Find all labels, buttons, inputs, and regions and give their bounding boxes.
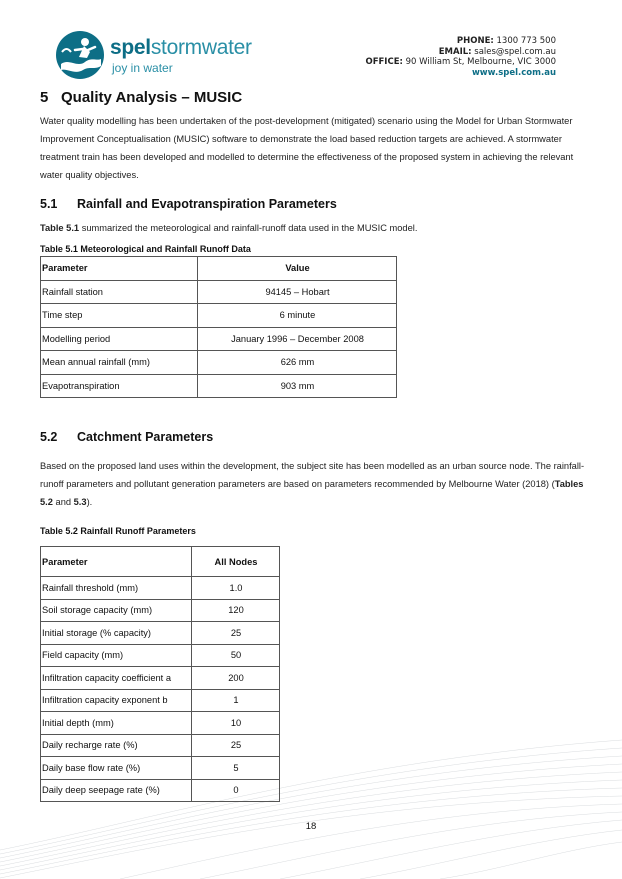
section-5-2-paragraph: Based on the proposed land uses within the development, the subject site has been modelled as an urban source node. The rainfall-runoff parameters and pollutant generation parameters are based on parameters recommended by Melbourne Water (2018) (Tables 5.2 and 5.3). [40,461,585,507]
table-5-1 [40,256,397,398]
table-cell: 626 mm [198,351,397,375]
table-header-cell: Parameter [41,257,198,281]
table-header-row [41,547,280,577]
table-cell: Field capacity (mm) [41,644,192,667]
table-cell: Modelling period [41,327,198,351]
table-5-2 [40,546,280,802]
table-header-cell: All Nodes [192,547,280,577]
office-address: 90 William St, Melbourne, VIC 3000 [405,57,556,67]
table-row [41,280,397,304]
website-link[interactable]: www.spel.com.au [471,67,556,78]
table-cell: 6 minute [198,304,397,328]
table-cell: 94145 – Hobart [198,280,397,304]
table-cell: Rainfall station [41,280,198,304]
table-cell: Infiltration capacity exponent b [41,689,192,712]
company-logo [55,30,255,82]
table-cell: Initial depth (mm) [41,712,192,735]
table-cell: 10 [192,712,280,735]
table-cell: 120 [192,599,280,622]
table-cell: Daily deep seepage rate (%) [41,779,192,802]
table-cell: Mean annual rainfall (mm) [41,351,198,375]
table-cell: 903 mm [198,374,397,398]
table-cell: 0 [192,779,280,802]
section-5-paragraph: Water quality modelling has been undertaken of the post-development (mitigated) scenario using the Model for Urban Stormwater Improvement Conceptualisation (MUSIC) software to demonstrate the load based reduction targets are achieved. A stormwater treatment train has been developed and modelled to determine the effectiveness of the proposed system in achieving the relevant water quality objectives. [40,116,574,180]
table-cell: Soil storage capacity (mm) [41,599,192,622]
table-cell: Time step [41,304,198,328]
table-row [41,374,397,398]
email-address: sales@spel.com.au [474,46,556,57]
table-row [41,351,397,375]
phone-number: 1300 773 500 [496,36,556,46]
table-row [41,667,280,690]
brand-tagline: joy in water [112,61,173,75]
table-header-cell: Value [198,257,397,281]
table-cell: 25 [192,734,280,757]
table-cell: Initial storage (% capacity) [41,622,192,645]
section-5-1-intro: Table 5.1 summarized the meteorological and rainfall-runoff data used in the MUSIC model. [40,223,418,233]
table-row [41,712,280,735]
table-cell: Infiltration capacity coefficient a [41,667,192,690]
contact-block: PHONE: 1300 773 500 EMAIL: sales@spel.com.au OFFICE: 90 William St, Melbourne, VIC 3000 www.spel.com.au [365,36,556,78]
table-cell: 1 [192,689,280,712]
table-cell: 25 [192,622,280,645]
page-number: 18 [305,821,317,832]
table-row [41,734,280,757]
table-row [41,644,280,667]
table-row [41,779,280,802]
table-cell: 5 [192,757,280,780]
section-5-1-heading: 5.1 Rainfall and Evapotranspiration Parameters [40,197,337,211]
section-5-heading: 5 Quality Analysis – MUSIC [40,89,243,106]
table-cell: Daily base flow rate (%) [41,757,192,780]
table-5-1-caption: Table 5.1 Meteorological and Rainfall Runoff Data [40,244,251,254]
table-cell: January 1996 – December 2008 [198,327,397,351]
section-5-2-heading: 5.2 Catchment Parameters [40,430,214,444]
table-cell: Rainfall threshold (mm) [41,577,192,600]
table-cell: Evapotranspiration [41,374,198,398]
table-row [41,304,397,328]
table-5-2-caption: Table 5.2 Rainfall Runoff Parameters [40,526,196,536]
brand-name: spelstormwater [110,36,252,59]
table-cell: 200 [192,667,280,690]
table-cell: 50 [192,644,280,667]
table-cell: 1.0 [192,577,280,600]
table-row [41,577,280,600]
table-cell: Daily recharge rate (%) [41,734,192,757]
table-header-row [41,257,397,281]
table-row [41,622,280,645]
table-row [41,327,397,351]
table-row [41,757,280,780]
table-header-cell: Parameter [41,547,192,577]
logo-mark-icon [55,30,105,80]
table-row [41,689,280,712]
table-row [41,599,280,622]
